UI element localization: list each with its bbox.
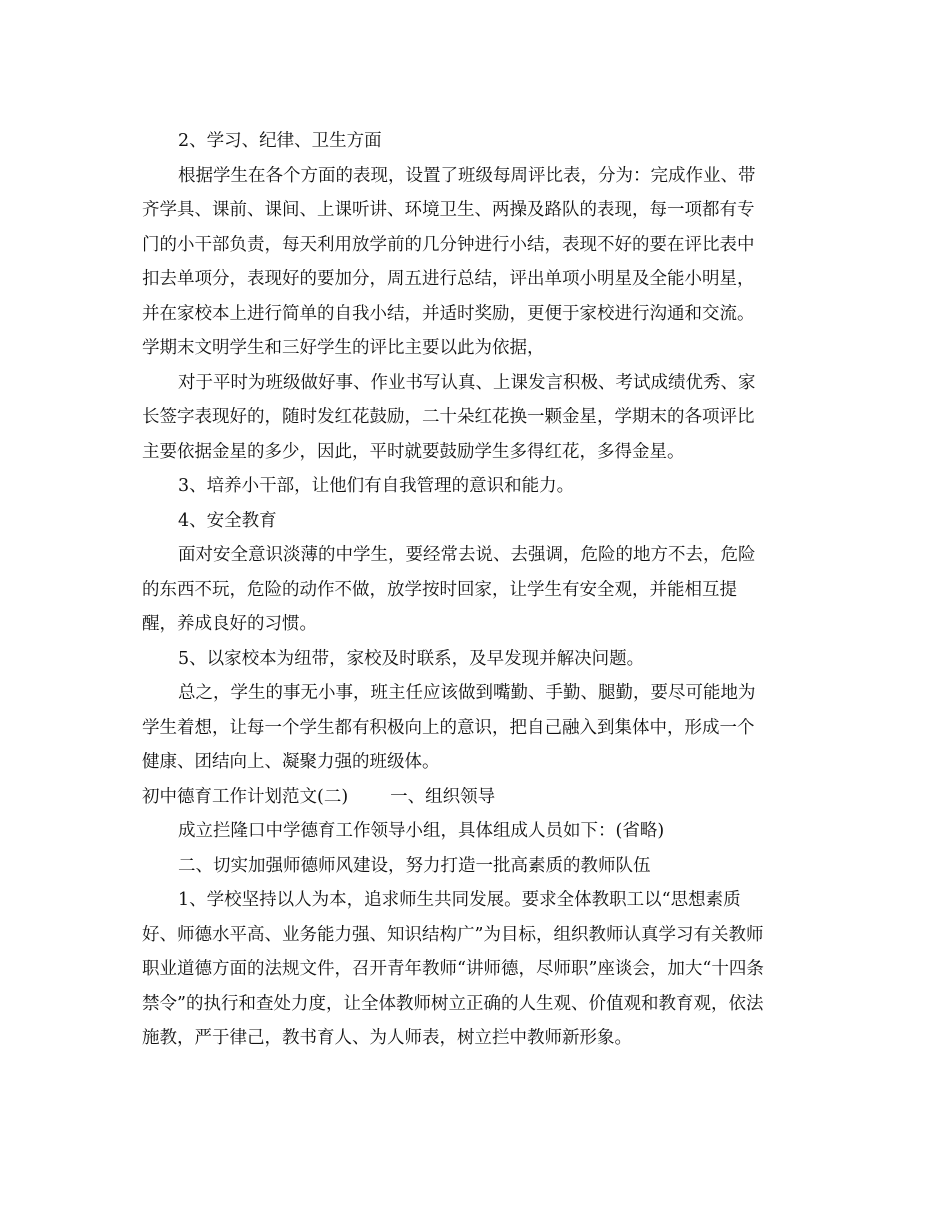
text-line: 根据学生在各个方面的表现，设置了班级每周评比表，分为：完成作业、带 (178, 165, 756, 186)
text-line: 二、切实加强师德师风建设，努力打造一批高素质的教师队伍 (178, 855, 651, 876)
text-line: 5、以家校本为纽带，家校及时联系，及早发现并解决问题。 (178, 648, 645, 669)
text-line: 学生着想，让每一个学生都有积极向上的意识，把自己融入到集体中，形成一个 (142, 717, 755, 738)
text-block-class-management (142, 124, 808, 780)
text-line: 施教，严于律己，教书育人、为人师表，树立拦中教师新形象。 (142, 1028, 632, 1048)
text-line: 的东西不玩，危险的动作不做，放学按时回家，让学生有安全观，并能相互提 (142, 579, 737, 600)
document-body (142, 124, 808, 1056)
text-line: 成立拦隆口中学德育工作领导小组，具体组成人员如下：(省略) (178, 821, 665, 841)
text-line: 并在家校本上进行简单的自我小结，并适时奖励，更便于家校进行沟通和交流。 (142, 303, 755, 324)
text-line: 学期末文明学生和三好学生的评比主要以此为依据， (142, 338, 545, 358)
text-line: 面对安全意识淡薄的中学生，要经常去说、去强调，危险的地方不去，危险 (178, 545, 756, 565)
text-block-moral-education (142, 814, 808, 1056)
text-line: 长签字表现好的，随时发红花鼓励，二十朵红花换一颗金星，学期末的各项评比 (142, 407, 755, 427)
text-line: 4、安全教育 (178, 510, 277, 531)
text-line: 齐学具、课前、课间、上课听讲、环境卫生、两操及路队的表现，每一项都有专 (142, 200, 755, 220)
text-line: 职业道德方面的法规文件，召开青年教师“讲师德，尽师职”座谈会，加大“十四条 (142, 959, 764, 979)
text-line: 醒，养成良好的习惯。 (142, 614, 317, 634)
text-line: 禁令”的执行和查处力度，让全体教师树立正确的人生观、价值观和教育观，依法 (142, 993, 764, 1014)
text-line: 1、学校坚持以人为本，追求师生共同发展。要求全体教职工以“思想素质 (178, 890, 741, 910)
section-title: 一、组织领导 (390, 786, 496, 807)
text-line: 好、师德水平高、业务能力强、知识结构广”为目标，组织教师认真学习有关教师 (142, 924, 764, 945)
text-line: 扣去单项分，表现好的要加分，周五进行总结，评出单项小明星及全能小明星， (142, 269, 755, 289)
section-heading (142, 780, 808, 815)
text-line: 2、学习、纪律、卫生方面 (178, 131, 382, 151)
text-line: 健康、团结向上、凝聚力强的班级体。 (142, 752, 440, 772)
text-line: 主要依据金星的多少，因此，平时就要鼓励学生多得红花，多得金星。 (142, 441, 685, 462)
text-line: 门的小干部负责，每天利用放学前的几分钟进行小结，表现不好的要在评比表中 (142, 234, 755, 255)
document-title: 初中德育工作计划范文(二) (142, 786, 349, 807)
text-line: 对于平时为班级做好事、作业书写认真、上课发言积极、考试成绩优秀、家 (178, 372, 756, 393)
text-line: 3、培养小干部，让他们有自我管理的意识和能力。 (178, 476, 575, 496)
text-line: 总之，学生的事无小事，班主任应该做到嘴勤、手勤、腿勤，要尽可能地为 (178, 683, 756, 703)
